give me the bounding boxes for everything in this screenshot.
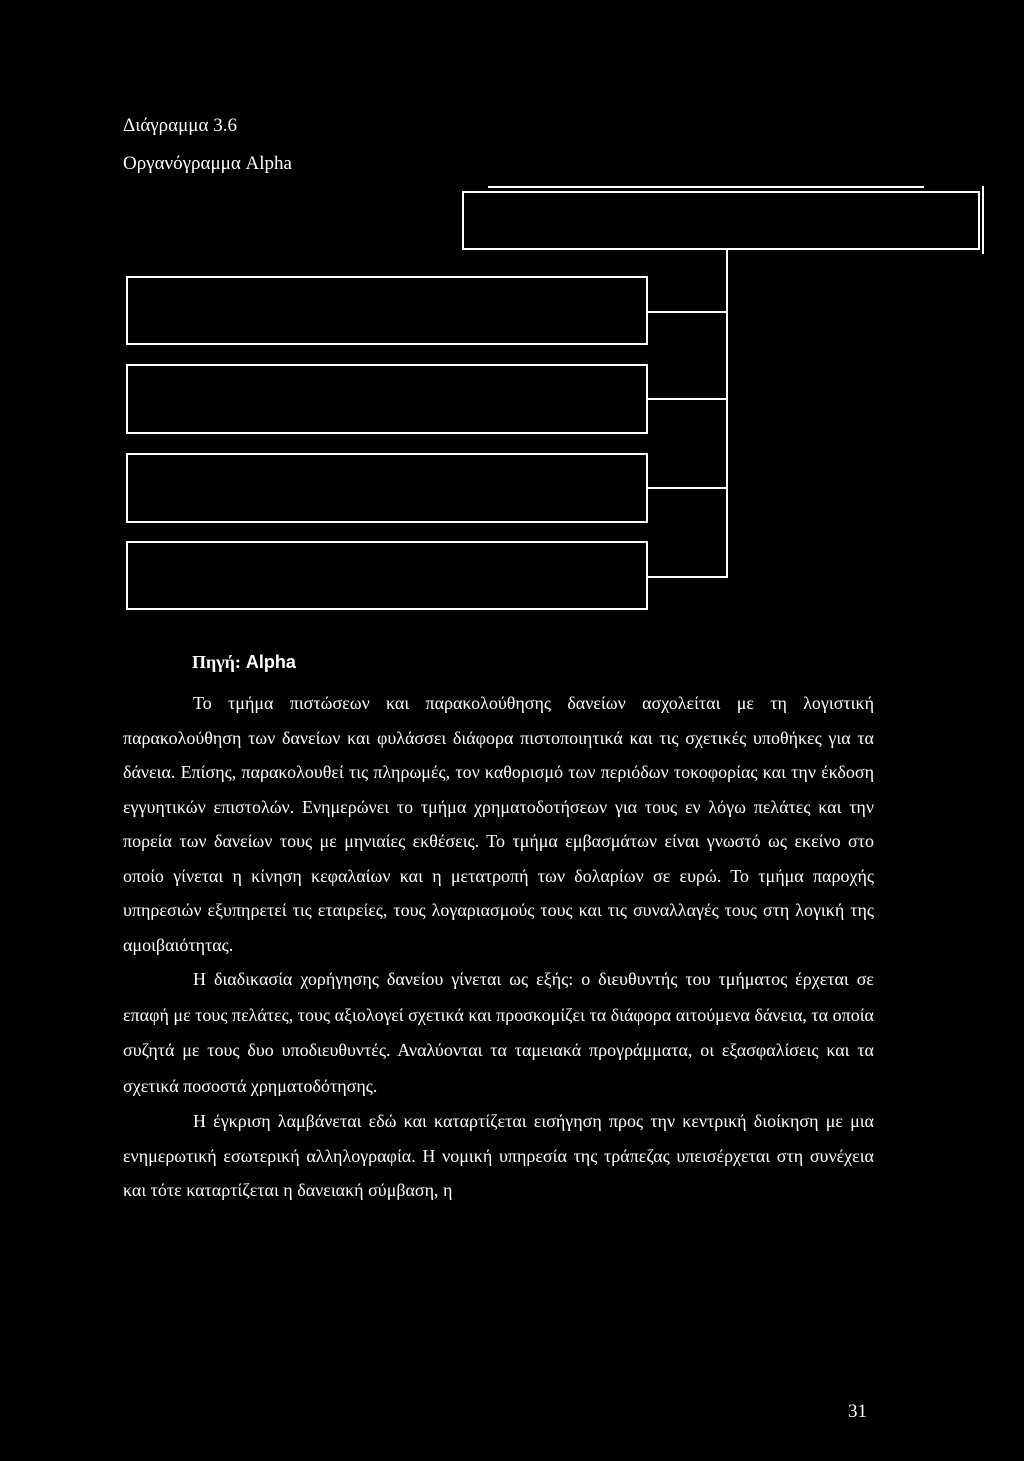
org-chart-department-box-1 <box>126 276 648 345</box>
diagram-title: Οργανόγραμμα Alpha <box>123 153 292 174</box>
org-chart-top-right-rule <box>982 186 984 254</box>
paragraph: Η διαδικασία χορήγησης δανείου γίνεται ως εξής: ο διευθυντής του τμήματος έρχεται σε επαφή με τους πελάτες, τους αξιολογεί σχετικά και προσκομίζει τα διάφορα αιτούμενα δάνεια, τα οποία συζητά με τους δυο υποδιευθυντές. Αναλύονται τα ταμειακά προγράμματα, οι εξασφαλίσεις και τα σχετικά ποσοστά χρηματοδότησης. <box>123 969 874 1096</box>
body-text <box>123 686 874 1208</box>
paragraph: Το τμήμα πιστώσεων και παρακολούθησης δανείων ασχολείται με τη λογιστική παρακολούθηση των δανείων και φυλάσσει διάφορα πιστοποιητικά και τις σχετικές υποθήκες για τα δάνεια. Επίσης, παρακολουθεί τις πληρωμές, τον καθορισμό των περιόδων τοκοφορίας και την έκδοση εγγυητικών επιστολών. Ενημερώνει το τμήμα χρηματοδοτήσεων για τους εν λόγω πελάτες και την πορεία των δανείων τους με μηνιαίες εκθέσεις. Το τμήμα εμβασμάτων είναι γνωστό ως εκείνο στο οποίο γίνεται η κίνηση κεφαλαίων και η μετατροπή των δολαρίων σε ευρώ. Το τμήμα παροχής υπηρεσιών εξυπηρετεί τις εταιρείες, τους λογαριασμούς τους και τις συναλλαγές τους στη λογική της αμοιβαιότητας. <box>123 693 874 955</box>
source-label: Πηγή: <box>192 652 241 672</box>
org-chart-department-box-3 <box>126 453 648 523</box>
org-chart-branch-2 <box>646 398 728 400</box>
org-chart-department-box-2 <box>126 364 648 434</box>
org-chart-trunk <box>726 250 728 577</box>
org-chart-top-outline <box>488 186 924 188</box>
source-name: Alpha <box>245 652 296 672</box>
org-chart-branch-4 <box>646 576 728 578</box>
org-chart-branch-3 <box>646 487 728 489</box>
source-line <box>192 650 296 674</box>
page-number: 31 <box>848 1401 867 1422</box>
paragraph: Η έγκριση λαμβάνεται εδώ και καταρτίζεται εισήγηση προς την κεντρική διοίκηση με μια ενημερωτική εσωτερική αλληλογραφία. Η νομική υπηρεσία της τράπεζας υπεισέρχεται στη συνέχεια και τότε καταρτίζεται η δανειακή σύμβαση, η <box>123 1111 874 1200</box>
org-chart-top-box <box>462 191 980 250</box>
org-chart-department-box-4 <box>126 541 648 610</box>
org-chart-branch-1 <box>646 311 728 313</box>
diagram-number: Διάγραμμα 3.6 <box>123 115 237 136</box>
